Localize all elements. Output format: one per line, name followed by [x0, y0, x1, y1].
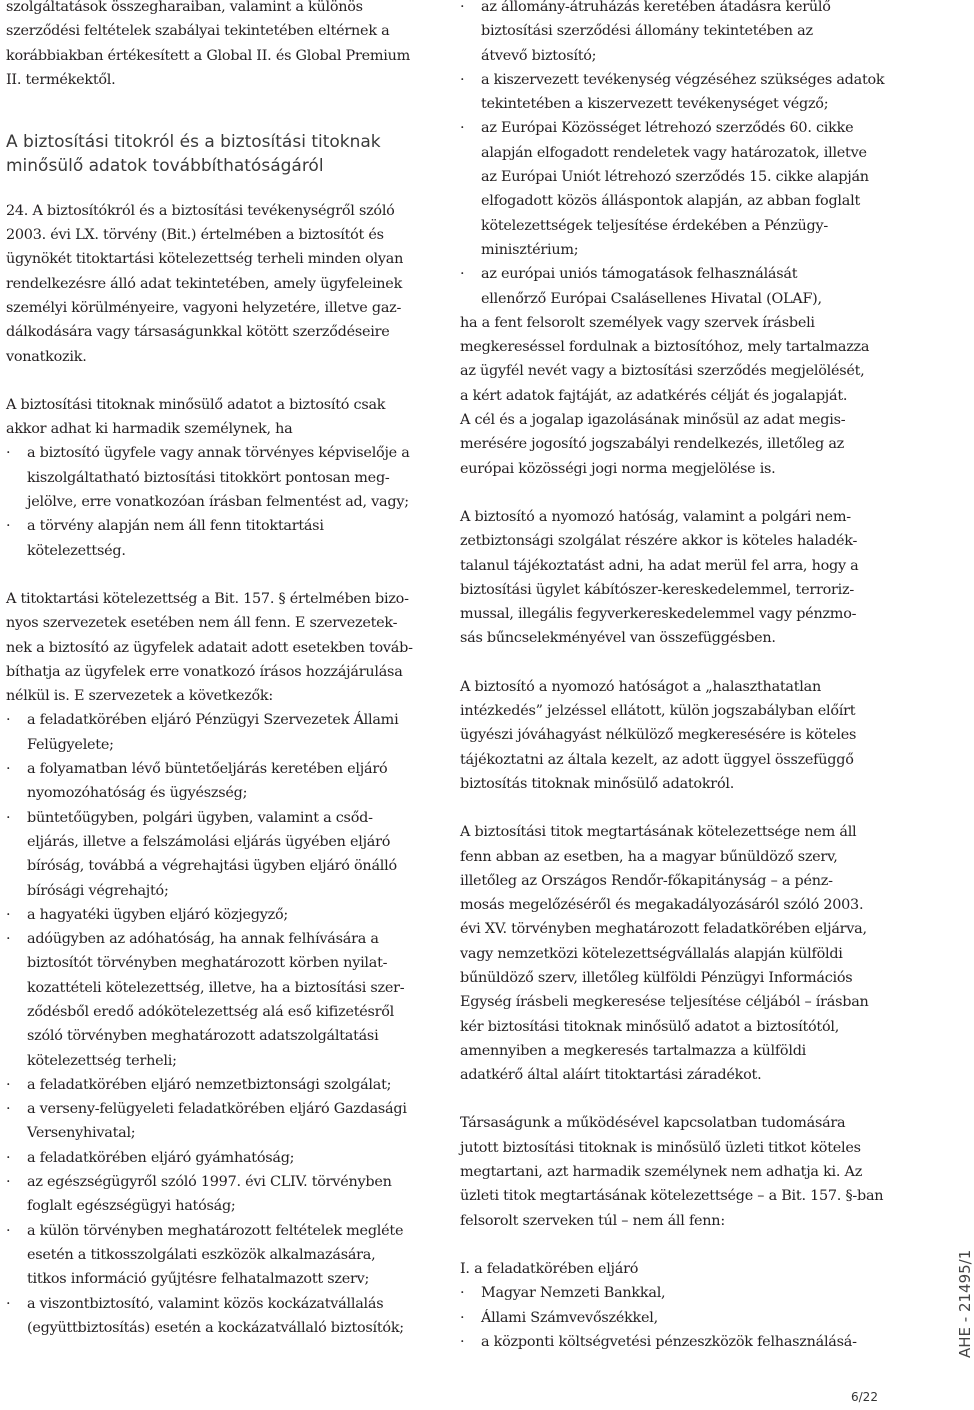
text-line: vagy nemzetközi kötelezettségvállalás alapján külföldi — [460, 945, 843, 962]
text-line: felsorolt szerveken túl – nem áll fenn: — [460, 1212, 725, 1229]
text-line: dálkodására vagy társaságunkkal kötött szerződéseire — [6, 324, 390, 341]
text-line: II. termékektől. — [6, 71, 116, 88]
text-line: akkor adhat ki harmadik személynek, ha — [6, 421, 293, 438]
list-item-line: jelölve, erre vonatkozóan írásban felmentést ad, vagy; — [27, 494, 409, 511]
list-item-line: kötelezettség terheli; — [27, 1052, 177, 1069]
list-item-line: nyomozóhatóság és ügyészség; — [27, 785, 248, 802]
text-line: A titoktartási kötelezettség a Bit. 157. § értelmében bizo- — [6, 590, 409, 607]
list-item-line: a törvény alapján nem áll fenn titoktartási — [27, 518, 324, 535]
text-line: A cél és a jogalap igazolásának minősül az adat megis- — [460, 412, 846, 429]
text-line: mussal, illegális fegyverkereskedelemmel vagy pénzmo- — [460, 606, 857, 623]
text-line: európai közösségi jogi norma megjelölése is. — [460, 460, 776, 477]
list-item-line: a viszontbiztosító, valamint közös kockázatvállalás — [27, 1295, 384, 1312]
list-item — [460, 68, 890, 117]
list-item — [6, 1097, 426, 1146]
list-item — [6, 757, 426, 806]
text-line: megtartani, azt harmadik személynek nem adhatja ki. Az — [460, 1164, 863, 1181]
list-item-line: kozattételi kötelezettség, illetve, ha a biztosítási szer- — [27, 979, 405, 996]
list-item-line: az egészségügyről szóló 1997. évi CLIV. törvényben — [27, 1174, 392, 1191]
bullet-dot-icon — [460, 262, 481, 311]
list-item-line: tekintetében a kiszervezett tevékenységet végző; — [481, 96, 829, 113]
list-item — [6, 806, 426, 903]
text-line: ügynökét titoktartási kötelezettség terheli minden olyan — [6, 251, 404, 268]
right-column — [460, 0, 890, 1354]
paragraph-titoktartas — [6, 199, 426, 369]
paragraph-halaszthatatlan — [460, 675, 890, 796]
list-item — [6, 903, 426, 927]
list-item-line: biztosítót törvényben meghatározott körben nyilat- — [27, 955, 388, 972]
text-line: korábbiakban értékesített a Global II. és Global Premium — [6, 47, 411, 64]
list-item-line: titkos információ gyűjtésre felhatalmazott szerv; — [27, 1271, 370, 1288]
list-item-line: a központi költségvetési pénzeszközök felhasználásá- — [481, 1333, 857, 1350]
list-item-line: a kiszervezett tevékenység végzéséhez szükséges adatok — [481, 71, 885, 88]
list-item-line: a feladatkörében eljáró gyámhatóság; — [27, 1149, 295, 1166]
text-line: az ügyfél nevét vagy a biztosítási szerződés megjelölését, — [460, 363, 865, 380]
text-line: bíthatja az ügyfelek erre vonatkozó írásos hozzájárulása — [6, 663, 403, 680]
list-item-line: minisztérium; — [481, 241, 579, 258]
text-line: biztosítás titoknak minősülő adatokról. — [460, 775, 735, 792]
list-intro: I. a feladatkörében eljáró — [460, 1260, 639, 1277]
bullet-dot-icon — [6, 903, 27, 927]
list-item-line: biztosítási szerződési állomány tekintetében az — [481, 23, 813, 40]
bullet-list-intezmenyek — [460, 1281, 890, 1354]
list-item-line: a biztosító ügyfele vagy annak törvényes képviselője a — [27, 445, 410, 462]
list-item-line: átvevő biztosító; — [481, 47, 597, 64]
list-item — [460, 1281, 890, 1305]
text-line: Társaságunk a működésével kapcsolatban tudomására — [460, 1115, 846, 1132]
text-line: Egység írásbeli megkeresése teljesítése céljából – írásban — [460, 994, 869, 1011]
paragraph-nyomozo-hatosag — [460, 505, 890, 651]
list-item-line: büntetőügyben, polgári ügyben, valamint a csőd- — [27, 809, 373, 826]
text-line: zetbiztonsági szolgálat részére akkor is köteles haladék- — [460, 533, 858, 550]
list-item — [6, 1170, 426, 1219]
list-item — [6, 708, 426, 757]
text-line: biztosítási ügylet kábítószer-kereskedelemmel, terroriz- — [460, 581, 854, 598]
paragraph-megkereses — [460, 311, 890, 481]
list-item-line: eljárás, illetve a felszámolási eljárás ügyében eljáró — [27, 833, 391, 850]
text-line: 2003. évi LX. törvény (Bit.) értelmében a biztosítót és — [6, 227, 384, 244]
text-line: A biztosító a nyomozó hatóságot a „halaszthatatlan — [460, 678, 821, 695]
list-item — [6, 514, 426, 563]
bullet-dot-icon — [460, 0, 481, 68]
text-line: a kért adatok fajtáját, az adatkérés célját és jogalapját. — [460, 387, 848, 404]
list-item-line: a folyamatban lévő büntetőeljárás keretében eljáró — [27, 761, 388, 778]
list-item-line: Felügyelete; — [27, 736, 114, 753]
list-item-line: Magyar Nemzeti Bankkal, — [481, 1285, 666, 1302]
text-line: személyi körülményeire, vagyoni helyzetére, illetve gaz- — [6, 299, 402, 316]
bullet-dot-icon — [6, 441, 27, 514]
list-item-line: (együttbiztosítás) esetén a kockázatvállaló biztosítók; — [27, 1319, 404, 1336]
list-item — [6, 1292, 426, 1341]
text-line: kér biztosítási titoknak minősülő adatot a biztosítótól, — [460, 1018, 840, 1035]
list-item-line: adóügyben az adóhatóság, ha annak felhívására a — [27, 931, 379, 948]
list-item-line: elfogadott közös álláspontok alapján, az abban foglalt — [481, 193, 861, 210]
text-line: szerződési feltételek szabályai tekintetében eltérnek a — [6, 23, 390, 40]
list-item-line: az európai uniós támogatások felhasználását — [481, 266, 798, 283]
page-number: 6/22 — [851, 1390, 878, 1404]
text-line: illetőleg az Országos Rendőr-főkapitányság – a pénz- — [460, 872, 833, 889]
text-line: fenn abban az esetben, ha a magyar bűnüldöző szerv, — [460, 848, 838, 865]
list-item-line: a verseny-felügyeleti feladatkörében eljáró Gazdasági — [27, 1101, 407, 1118]
bullet-dot-icon — [460, 1281, 481, 1305]
text-line: ha a fent felsorolt személyek vagy szervek írásbeli — [460, 314, 815, 331]
list-item — [460, 1330, 890, 1354]
list-item — [6, 1219, 426, 1292]
section-heading — [6, 130, 426, 179]
list-item-line: az Európai Uniót létrehozó szerződés 15. cikke alapján — [481, 169, 869, 186]
bullet-dot-icon — [6, 1292, 27, 1341]
text-line: mosás megelőzéséről és megakadályozásáról szóló 2003. — [460, 897, 864, 914]
list-item-line: szóló törvényben meghatározott adatszolgáltatási — [27, 1028, 379, 1045]
list-item-line: a hagyatéki ügyben eljáró közjegyző; — [27, 906, 288, 923]
bullet-dot-icon — [6, 806, 27, 903]
list-item-line: a feladatkörében eljáró Pénzügyi Szervezetek Állami — [27, 712, 399, 729]
text-line: 24. A biztosítókról és a biztosítási tevékenységről szóló — [6, 202, 395, 219]
text-line: talanul tájékoztatást adni, ha adat merül fel arra, hogy a — [460, 557, 859, 574]
bullet-list-szervezetek-cont — [460, 0, 890, 311]
text-line: jutott biztosítási titoknak is minősülő üzleti titkot köteles — [460, 1139, 861, 1156]
text-line: ügyészi jóváhagyást nélkülöző megkeresésére is köteles — [460, 727, 857, 744]
list-item-line: az állomány-átruházás keretében átadásra kerülő — [481, 0, 831, 15]
text-line: évi XV. törvényben meghatározott feladatkörében eljárva, — [460, 921, 867, 938]
text-line: tájékoztatni az általa kezelt, az adott üggyel összefüggő — [460, 751, 854, 768]
list-item-line: bírósági végrehajtó; — [27, 882, 169, 899]
text-line: üzleti titok megtartásának kötelezettsége – a Bit. 157. §-ban — [460, 1188, 884, 1205]
text-line: amennyiben a megkeresés tartalmazza a külföldi — [460, 1042, 807, 1059]
list-item-line: kötelezettség. — [27, 542, 126, 559]
bullet-list-szervezetek — [6, 708, 426, 1340]
list-item-line: a külön törvényben meghatározott feltételek megléte — [27, 1222, 404, 1239]
paragraph-uzleti-titok — [460, 1111, 890, 1232]
list-item-line: a feladatkörében eljáró nemzetbiztonsági szolgálat; — [27, 1076, 392, 1093]
bullet-list-feltetelek — [6, 441, 426, 562]
paragraph-penzmosas — [460, 820, 890, 1087]
list-item-line: ződésből eredő adókötelezettség alá eső kifizetésről — [27, 1003, 395, 1020]
list-item-line: Versenyhivatal; — [27, 1125, 136, 1142]
list-item — [6, 1073, 426, 1097]
text-line: merésére jogosító jogszabályi rendelkezés, illetőleg az — [460, 436, 844, 453]
bullet-dot-icon — [6, 1073, 27, 1097]
bullet-dot-icon — [6, 1219, 27, 1292]
list-item — [6, 1146, 426, 1170]
bullet-dot-icon — [460, 116, 481, 262]
list-item — [460, 0, 890, 68]
bullet-dot-icon — [6, 708, 27, 757]
text-line: vonatkozik. — [6, 348, 87, 365]
list-item-line: kiszolgáltatható biztosítási titokkört pontosan meg- — [27, 469, 390, 486]
list-item — [460, 262, 890, 311]
bullet-dot-icon — [460, 1306, 481, 1330]
text-line: nélkül is. E szervezetek a következők: — [6, 688, 273, 705]
bullet-dot-icon — [6, 927, 27, 1073]
list-item — [6, 441, 426, 514]
text-line: intézkedés” jelzéssel ellátott, külön jogszabályban előírt — [460, 703, 856, 720]
text-line: A biztosító a nyomozó hatóság, valamint a polgári nem- — [460, 508, 851, 525]
list-item-line: az Európai Közösséget létrehozó szerződés 60. cikke — [481, 120, 854, 137]
bullet-dot-icon — [460, 68, 481, 117]
bullet-dot-icon — [6, 1097, 27, 1146]
list-item-line: alapján elfogadott rendeletek vagy határozatok, illetve — [481, 144, 867, 161]
list-item-line: foglalt egészségügyi hatóság; — [27, 1198, 236, 1215]
left-column — [6, 0, 426, 1340]
text-line: adatkérő által aláírt titoktartási záradékot. — [460, 1067, 762, 1084]
list-item — [460, 116, 890, 262]
document-reference: AHE - 21495/1 — [956, 1249, 974, 1358]
list-item-line: esetén a titkosszolgálati eszközök alkalmazására, — [27, 1246, 376, 1263]
text-line: A biztosítási titok megtartásának kötelezettsége nem áll — [460, 824, 857, 841]
heading-line: minősülő adatok továbbíthatóságáról — [6, 156, 324, 177]
list-item-line: kötelezettségek teljesítése érdekében a Pénzügy- — [481, 217, 828, 234]
text-line: A biztosítási titoknak minősülő adatot a biztosító csak — [6, 396, 386, 413]
list-item — [6, 927, 426, 1073]
text-line: sás bűncselekményével van összefüggésben. — [460, 630, 776, 647]
heading-line: A biztosítási titokról és a biztosítási titoknak — [6, 132, 381, 153]
list-item-line: ellenőrző Európai Csalásellenes Hivatal (OLAF), — [481, 290, 822, 307]
list-item-line: Állami Számvevőszékkel, — [481, 1309, 658, 1326]
bullet-dot-icon — [6, 757, 27, 806]
bullet-dot-icon — [6, 514, 27, 563]
list-item — [460, 1306, 890, 1330]
text-line: rendelkezésre álló adat tekintetében, amely ügyfeleinek — [6, 275, 403, 292]
bullet-dot-icon — [460, 1330, 481, 1354]
paragraph-kiadas-feltetel — [6, 393, 426, 442]
text-line: nyos szervezetek esetében nem áll fenn. E szervezetek- — [6, 615, 398, 632]
text-line: szolgáltatások összegharaiban, valamint a különös — [6, 0, 363, 15]
bullet-dot-icon — [6, 1170, 27, 1219]
paragraph-kivetelek — [6, 587, 426, 708]
text-line: megkereséssel fordulnak a biztosítóhoz, mely tartalmazza — [460, 339, 870, 356]
text-line: bűnüldöző szerv, illetőleg külföldi Pénzügyi Információs — [460, 969, 853, 986]
intro-paragraph — [6, 0, 426, 92]
list-item-line: bíróság, továbbá a végrehajtási ügyben eljáró önálló — [27, 858, 397, 875]
bullet-dot-icon — [6, 1146, 27, 1170]
text-line: nek a biztosító az ügyfelek adatait adott esetekben továb- — [6, 639, 413, 656]
